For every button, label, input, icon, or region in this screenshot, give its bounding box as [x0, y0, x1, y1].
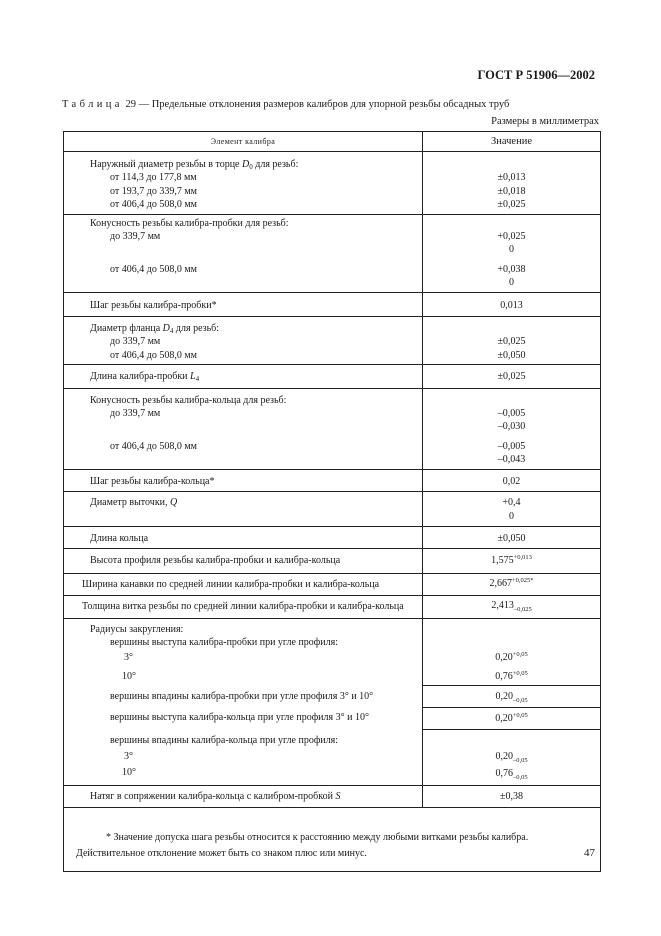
page-number: 47 [584, 847, 595, 859]
list-item: от 406,4 до 508,0 мм [110, 349, 197, 361]
table-row [64, 152, 601, 215]
tolerance-table [63, 131, 601, 872]
table-row [64, 573, 601, 595]
table-row [64, 618, 601, 686]
value-cell: $1,575^{+0,013}$ [423, 549, 601, 573]
value-cell: +0,4 [502, 497, 521, 509]
value-cell: $2,667^{+0,025*}$ [423, 573, 601, 595]
row-ring-taper [64, 388, 423, 469]
table-row [64, 686, 601, 707]
list-item: 3° [124, 750, 133, 762]
table-row [64, 596, 601, 618]
value-cell: 0 [509, 244, 514, 256]
list-item: от 406,4 до 508,0 мм [110, 440, 197, 452]
list-item: до 339,7 мм [110, 336, 161, 348]
table-row [64, 729, 601, 785]
list-item: до 339,7 мм [110, 231, 161, 243]
table-row [64, 214, 601, 292]
plug-taper-title: Конусность резьбы калибра-пробки для резьб: [90, 217, 289, 229]
row-profile-height: Высота профиля резьбы калибра-пробки и калибра-кольца [64, 549, 423, 573]
list-item: 10° [122, 670, 136, 682]
units-note: Размеры в миллиметрах [491, 116, 599, 127]
footnote-line-2: Действительное отклонение может быть со знаком плюс или минус. [76, 847, 367, 859]
value-cell: $0,20^{+0,05}$ [495, 651, 528, 664]
outer-thread-title: Наружный диаметр резьбы в торце $D_0$ для резьб: [90, 159, 299, 171]
row-ring-length: Длина кольца [64, 526, 423, 548]
table-footnote-row [64, 808, 601, 872]
value-cell: $0,20_{-0,05}$ [495, 751, 528, 765]
footnote-line-1: * Значение допуска шага резьбы относится к расстоянию между любыми витками резьбы калибра. [106, 832, 529, 844]
list-item: вершины выступа калибра-пробки при угле профиля: [110, 636, 338, 648]
table-row [64, 492, 601, 527]
plug-taper-values [423, 214, 601, 292]
table-row [64, 469, 601, 491]
row-plug-length: Длина калибра-пробки $L_4$ [64, 365, 423, 388]
row-turn-thickness: Толщина витка резьбы по средней линии калибра-пробки и калибра-кольца [64, 596, 423, 618]
table-header-row [64, 132, 601, 152]
column-header-value: Значение [423, 132, 601, 152]
value-cell: $0,20_{-0,05}$ [423, 686, 601, 707]
list-item: вершины впадины калибра-кольца при угле профиля: [110, 735, 339, 747]
value-cell: ±0,025 [423, 365, 601, 388]
caption-text: — Предельные отклонения размеров калибров для упорной резьбы обсадных труб [138, 99, 510, 110]
outer-thread-values [423, 152, 601, 215]
value-cell: $0,76^{+0,05}$ [495, 669, 528, 682]
row-plug-pitch: Шаг резьбы калибра-пробки* [64, 292, 423, 316]
radii-plug-crest-values [423, 618, 601, 686]
value-cell: 0 [509, 510, 514, 522]
table-caption [62, 99, 509, 110]
column-header-element: Элемент калибра [64, 132, 423, 152]
row-recess: Диаметр выточки, Q [64, 492, 423, 527]
value-cell: 0,02 [423, 469, 601, 491]
value-cell: +0,038 [497, 263, 526, 275]
value-cell: ±0,013 [497, 172, 526, 184]
table-row [64, 317, 601, 365]
value-cell: ±0,38 [423, 785, 601, 807]
standard-number: ГОСТ Р 51906—2002 [477, 68, 595, 82]
row-plug-taper [64, 214, 423, 292]
table-row [64, 526, 601, 548]
value-cell: –0,030 [497, 421, 526, 433]
row-ring-pitch: Шаг резьбы калибра-кольца* [64, 469, 423, 491]
radii-title: Радиусы закругления: [90, 623, 184, 635]
value-cell: –0,005 [497, 408, 526, 420]
list-item: от 406,4 до 508,0 мм [110, 199, 197, 211]
value-cell: ±0,050 [497, 349, 526, 361]
row-radii-plug-crest [64, 618, 423, 686]
table-row [64, 388, 601, 469]
value-cell: –0,005 [497, 440, 526, 452]
row-flange [64, 317, 423, 365]
table-row [64, 549, 601, 573]
row-radii-plug-root: вершины впадины калибра-пробки при угле профиля 3° и 10° [64, 686, 423, 707]
caption-number: 29 [125, 99, 136, 110]
list-item: от 193,7 до 339,7 мм [110, 185, 197, 197]
list-item: 3° [124, 652, 133, 664]
table-row [64, 785, 601, 807]
row-groove-width: Ширина канавки по средней линии калибра-пробки и калибра-кольца [64, 573, 423, 595]
row-radii-ring-crest: вершины выступа калибра-кольца при угле профиля 3° и 10° [64, 707, 423, 729]
value-cell: ±0,025 [497, 336, 526, 348]
flange-values [423, 317, 601, 365]
ring-taper-values [423, 388, 601, 469]
value-cell: ±0,025 [497, 199, 526, 211]
value-cell: ±0,018 [497, 185, 526, 197]
caption-lead: Таблица [62, 99, 123, 110]
value-cell: 0,013 [423, 292, 601, 316]
table-row [64, 707, 601, 729]
value-cell: $0,76_{-0,05}$ [495, 767, 528, 781]
recess-values [423, 492, 601, 527]
value-cell: $2,413_{-0,025}$ [423, 596, 601, 618]
ring-taper-title: Конусность резьбы калибра-кольца для резьб: [90, 394, 287, 406]
list-item: до 339,7 мм [110, 408, 161, 420]
row-outer-thread [64, 152, 423, 215]
row-interference: Натяг в сопряжении калибра-кольца с калибром-пробкой S [64, 785, 423, 807]
list-item: от 406,4 до 508,0 мм [110, 263, 197, 275]
table-row [64, 292, 601, 316]
list-item: 10° [122, 767, 136, 779]
value-cell: –0,043 [497, 454, 526, 466]
value-cell: 0 [509, 277, 514, 289]
value-cell: +0,025 [497, 231, 526, 243]
list-item: от 114,3 до 177,8 мм [110, 172, 197, 184]
footnote [64, 808, 601, 872]
radii-ring-root-values [423, 729, 601, 785]
table-row [64, 365, 601, 388]
value-cell: ±0,050 [423, 526, 601, 548]
flange-title: Диаметр фланца $D_4$ для резьб: [90, 323, 220, 336]
row-radii-ring-root [64, 729, 423, 785]
value-cell: $0,20^{+0,05}$ [423, 707, 601, 729]
